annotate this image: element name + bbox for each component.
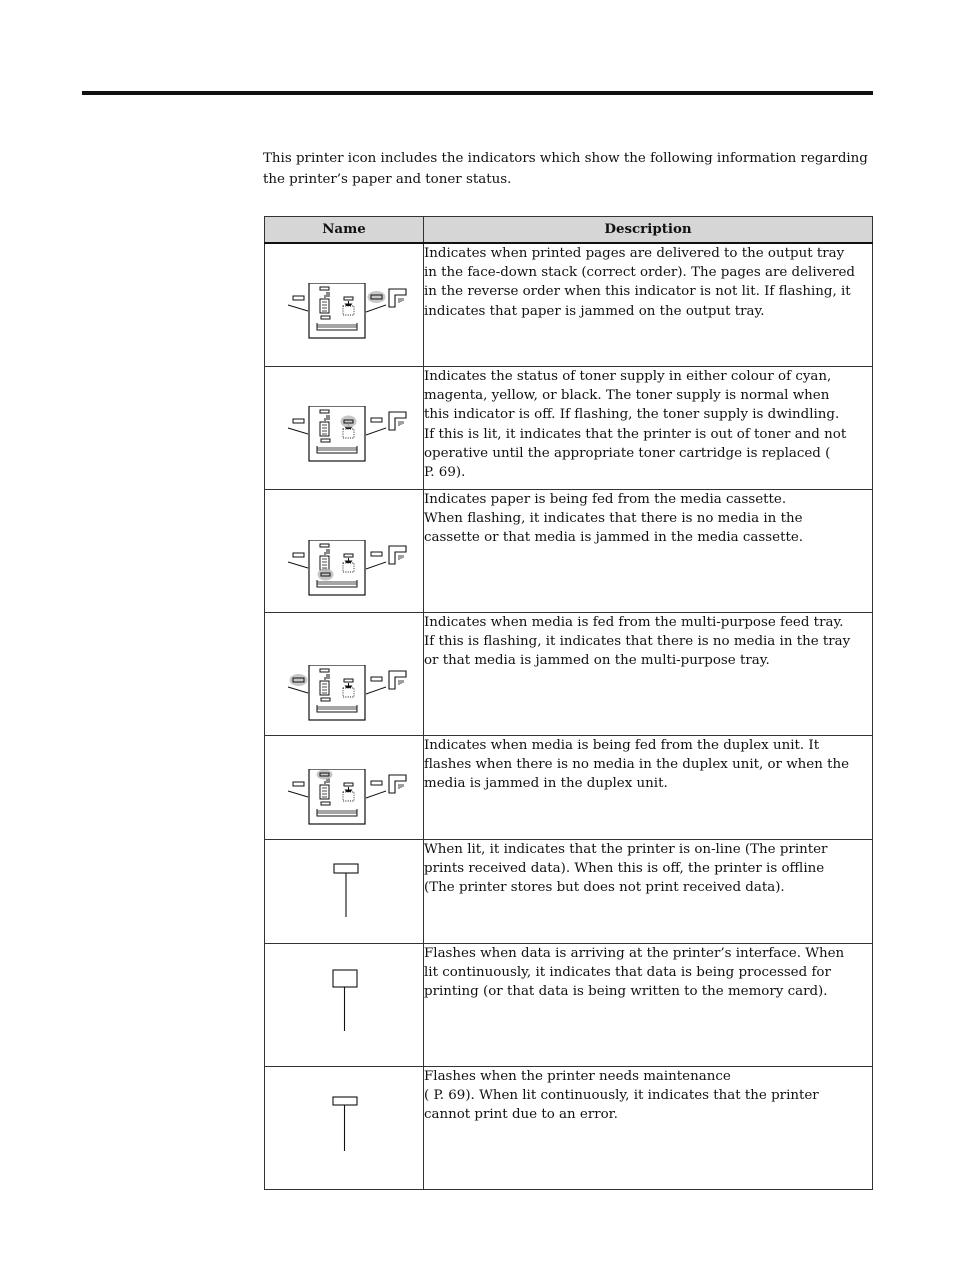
- description-line: When lit, it indicates that the printer is on-line (The printer: [424, 842, 828, 857]
- description-line: lit continuously, it indicates that data is being processed for: [424, 965, 831, 981]
- description-line: If this is lit, it indicates that the printer is out of toner and not: [424, 426, 847, 442]
- table-row: [265, 613, 873, 736]
- description-line: flashes when there is no media in the duplex unit, or when the: [424, 757, 850, 773]
- data-indicator-icon: [331, 968, 361, 1032]
- description-line: in the reverse order when this indicator is not lit. If flashing, it: [424, 284, 851, 300]
- description-line: ( P. 69). When lit continuously, it indicates that the printer: [424, 1088, 819, 1104]
- intro-line-2: the printer’s paper and toner status.: [263, 172, 512, 187]
- description-line: operative until the appropriate toner cartridge is replaced (: [424, 445, 831, 461]
- description-cell: [424, 736, 873, 840]
- printer-mp-tray-indicator-icon: [287, 665, 411, 723]
- description-line: Indicates when printed pages are delivered to the output tray: [424, 246, 845, 261]
- description-line: Indicates the status of toner supply in either colour of cyan,: [424, 369, 832, 384]
- column-header-description: Description: [424, 217, 873, 244]
- description-line: cannot print due to an error.: [424, 1107, 618, 1123]
- online-indicator-icon: [332, 862, 362, 918]
- table-row: [265, 243, 873, 367]
- table-row: [265, 736, 873, 840]
- description-cell: [424, 367, 873, 490]
- column-header-name: Name: [265, 217, 424, 244]
- description-line: or that media is jammed on the multi-purpose tray.: [424, 653, 770, 669]
- description-line: cassette or that media is jammed in the media cassette.: [424, 530, 804, 546]
- description-line: printing (or that data is being written to the memory card).: [424, 984, 828, 1000]
- description-line: media is jammed in the duplex unit.: [424, 776, 668, 792]
- name-cell: [265, 944, 424, 1067]
- description-cell: [424, 944, 873, 1067]
- table-row: [265, 840, 873, 944]
- description-cell: [424, 613, 873, 736]
- table-row: [265, 1067, 873, 1190]
- description-line: prints received data). When this is off, the printer is offline: [424, 861, 825, 877]
- name-cell: [265, 243, 424, 367]
- table-header-row: [265, 217, 873, 244]
- description-line: Indicates paper is being fed from the media cassette.: [424, 492, 787, 507]
- description-line: Indicates when media is being fed from the duplex unit. It: [424, 738, 820, 753]
- printer-duplex-indicator-icon: [287, 769, 411, 827]
- description-line: indicates that paper is jammed on the output tray.: [424, 303, 765, 319]
- intro-line-1: This printer icon includes the indicators which show the following information regarding: [263, 151, 868, 166]
- description-line: P. 69).: [424, 465, 466, 481]
- intro-paragraph: [263, 148, 873, 190]
- description-cell: [424, 840, 873, 944]
- description-line: (The printer stores but does not print received data).: [424, 880, 785, 896]
- name-cell: [265, 1067, 424, 1190]
- indicator-table: [264, 216, 873, 1190]
- table-row: [265, 367, 873, 490]
- table-row: [265, 490, 873, 613]
- description-cell: [424, 490, 873, 613]
- description-line: this indicator is off. If flashing, the toner supply is dwindling.: [424, 407, 840, 423]
- description-line: magenta, yellow, or black. The toner supply is normal when: [424, 388, 830, 404]
- description-cell: [424, 1067, 873, 1190]
- header-rule: [82, 91, 873, 95]
- printer-cassette-indicator-icon: [287, 540, 411, 598]
- printer-output-tray-indicator-icon: [287, 283, 411, 341]
- attention-indicator-icon: [331, 1095, 361, 1153]
- description-line: Flashes when data is arriving at the printer’s interface. When: [424, 946, 845, 961]
- table-row: [265, 944, 873, 1067]
- description-line: If this is flashing, it indicates that there is no media in the tray: [424, 634, 851, 650]
- description-line: Flashes when the printer needs maintenance: [424, 1069, 731, 1084]
- description-line: When flashing, it indicates that there is no media in the: [424, 511, 803, 527]
- description-line: Indicates when media is fed from the multi-purpose feed tray.: [424, 615, 844, 630]
- description-line: in the face-down stack (correct order). The pages are delivered: [424, 265, 855, 281]
- name-cell: [265, 736, 424, 840]
- printer-toner-indicator-icon: [287, 406, 411, 464]
- name-cell: [265, 367, 424, 490]
- name-cell: [265, 613, 424, 736]
- name-cell: [265, 490, 424, 613]
- description-cell: [424, 243, 873, 367]
- name-cell: [265, 840, 424, 944]
